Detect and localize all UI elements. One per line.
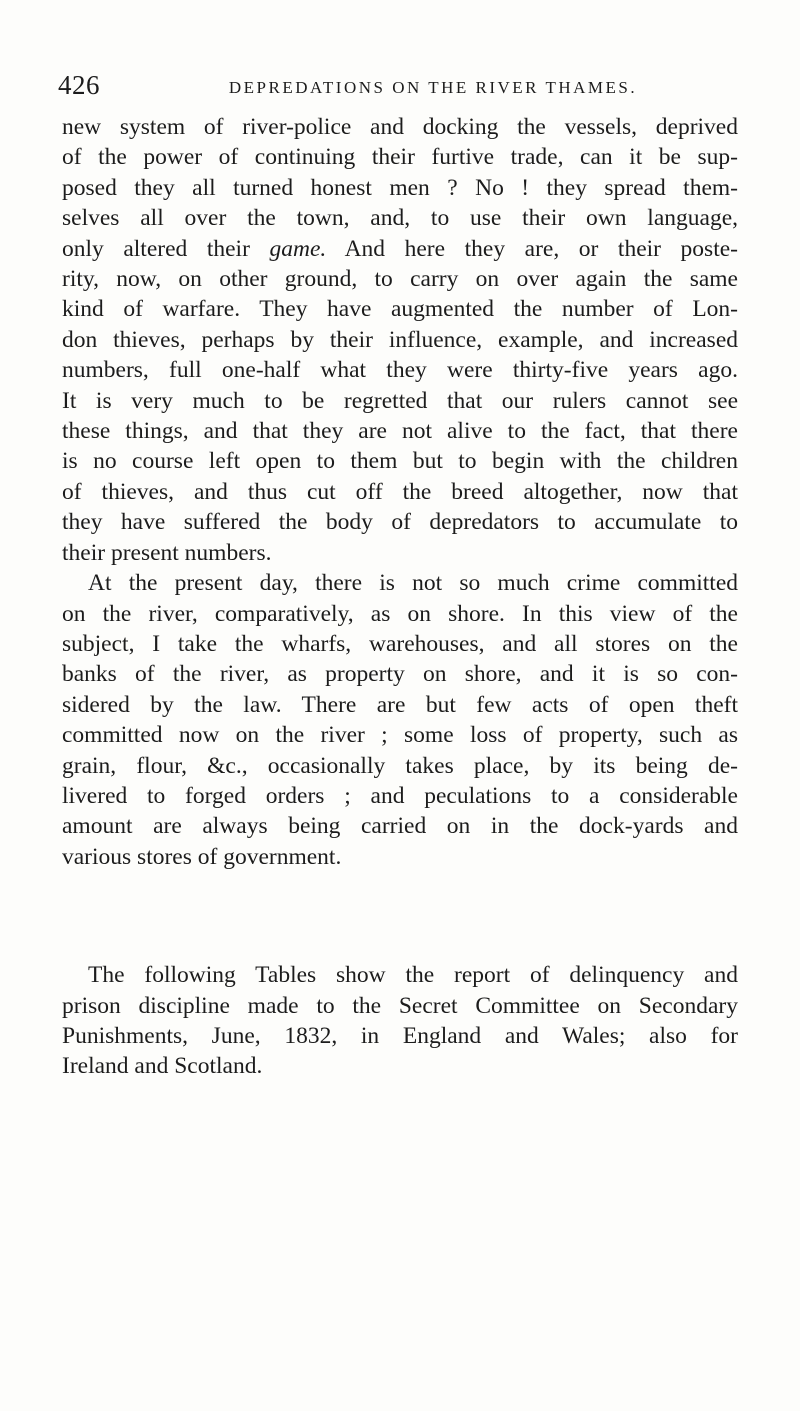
text-line: rity, now, on other ground, to carry on over again the same [62, 266, 738, 293]
page-header [58, 70, 748, 110]
paragraph-2 [62, 568, 738, 872]
text-segment: And here they are, or their poste- [344, 235, 738, 262]
text-line: It is very much to be regretted that our rulers cannot see [62, 387, 738, 414]
text-line: selves all over the town, and, to use their own language, [62, 205, 738, 232]
text-line: Punishments, June, 1832, in England and Wales; also for [62, 1022, 738, 1049]
text-line-with-italic [62, 234, 738, 264]
text-line: posed they all turned honest men ? No ! they spread them- [62, 174, 738, 201]
text-line: sidered by the law. There are but few acts of open theft [62, 691, 738, 718]
text-line: various stores of government. [62, 843, 342, 870]
text-line: kind of warfare. They have augmented the number of Lon- [62, 296, 738, 323]
page-number: 426 [58, 70, 100, 100]
text-line: Ireland and Scotland. [62, 1053, 263, 1080]
text-segment: only altered their [62, 235, 250, 262]
text-line: is no course left open to them but to begin with the children [62, 448, 738, 475]
text-line: grain, flour, &c., occasionally takes place, by its being de- [62, 752, 738, 779]
text-line: these things, and that they are not alive to the fact, that there [62, 418, 738, 445]
text-line: livered to forged orders ; and peculations to a considerable [62, 782, 738, 809]
text-line: banks of the river, as property on shore, and it is so con- [62, 661, 738, 688]
italic-word: game. [269, 235, 327, 262]
section-gap [62, 872, 738, 960]
text-line: prison discipline made to the Secret Committee on Secondary [62, 992, 738, 1019]
text-line: subject, I take the wharfs, warehouses, and all stores on the [62, 630, 738, 657]
paragraph-3 [62, 960, 738, 1082]
text-line: new system of river-police and docking the vessels, deprived [62, 114, 738, 140]
paragraph-1 [62, 112, 738, 568]
text-line: numbers, full one-half what they were thirty-five years ago. [62, 357, 738, 384]
text-line: committed now on the river ; some loss of property, such as [62, 722, 738, 749]
text-line: of the power of continuing their furtive trade, can it be sup- [62, 144, 738, 171]
running-head: DEPREDATIONS ON THE RIVER THAMES. [228, 78, 638, 97]
body-text [62, 112, 738, 1082]
text-line: on the river, comparatively, as on shore. In this view of the [62, 600, 738, 627]
text-line: The following Tables show the report of delinquency and [88, 962, 738, 989]
text-line: their present numbers. [62, 539, 272, 566]
text-line: At the present day, there is not so much crime committed [88, 570, 738, 597]
text-line: don thieves, perhaps by their influence, example, and increased [62, 326, 738, 353]
text-line: amount are always being carried on in the dock-yards and [62, 813, 738, 840]
text-line: of thieves, and thus cut off the breed altogether, now that [62, 478, 738, 505]
text-line: they have suffered the body of depredators to accumulate to [62, 509, 738, 536]
